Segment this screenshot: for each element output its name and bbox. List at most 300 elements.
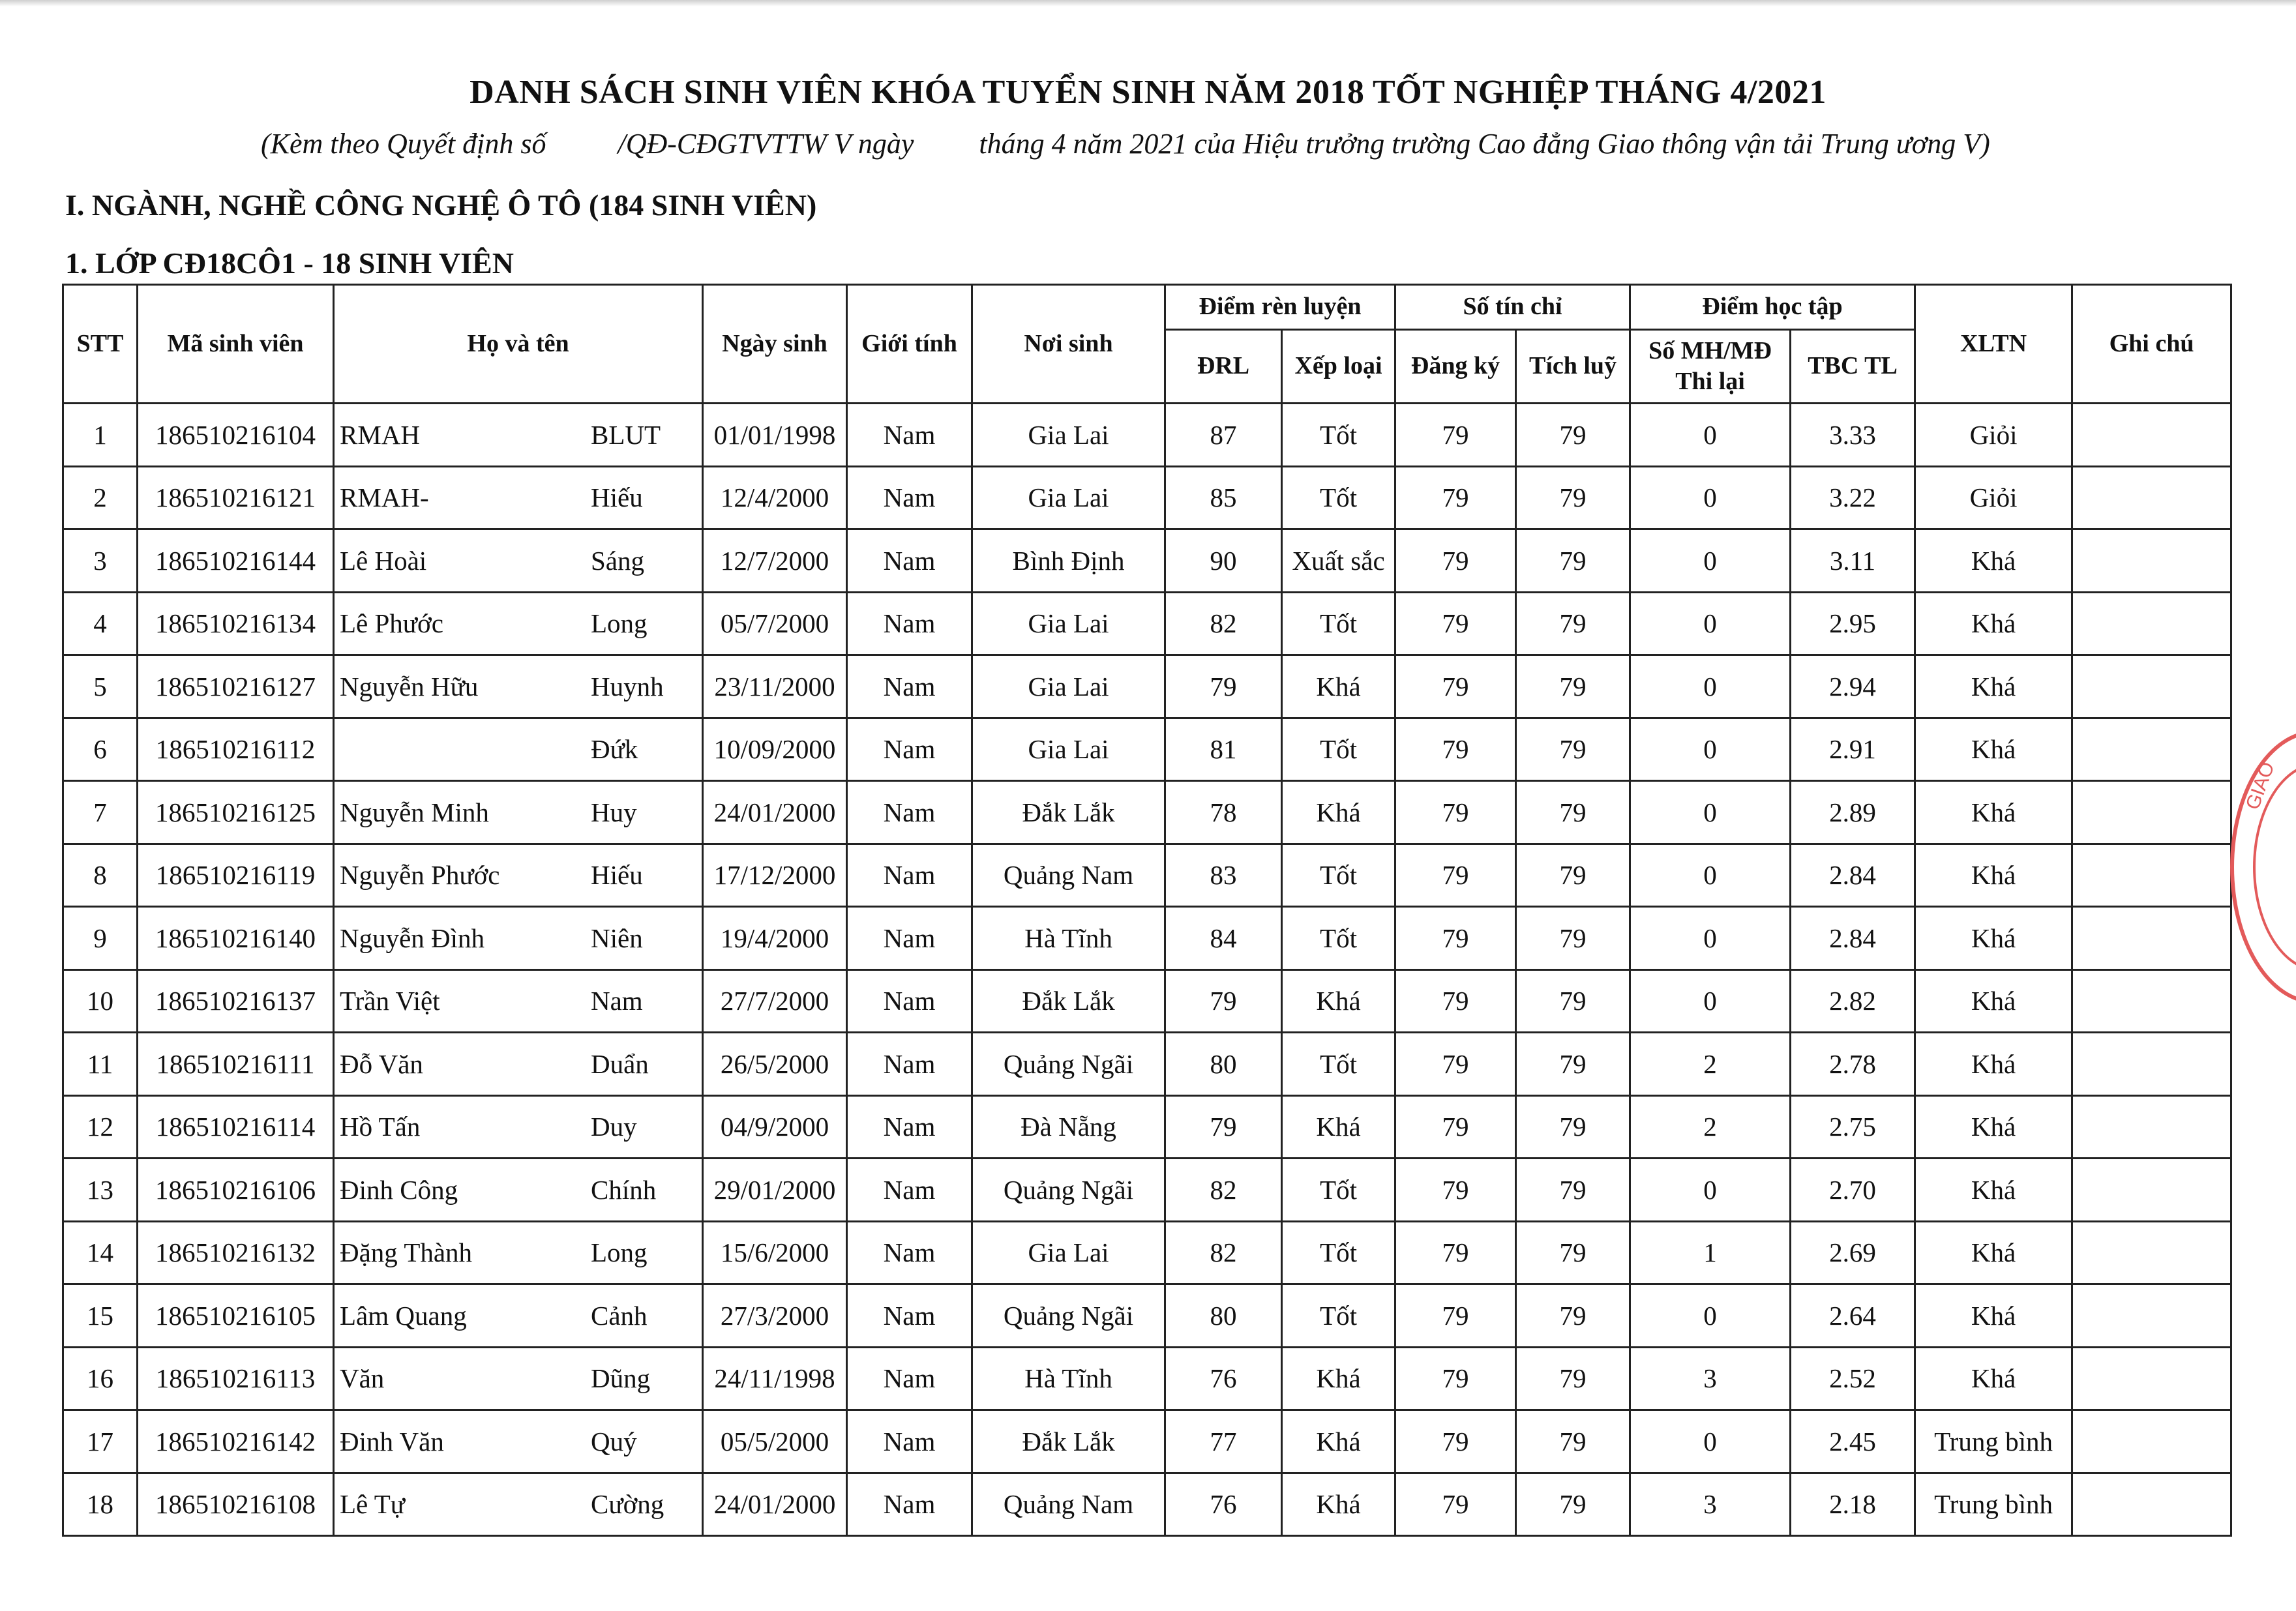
cell-grad-rank: Khá [1915, 1347, 2072, 1410]
cell-student-id: 186510216144 [138, 529, 334, 593]
cell-full-name [334, 907, 703, 970]
cell-gpa: 2.89 [1791, 781, 1915, 844]
cell-dob: 26/5/2000 [703, 1033, 847, 1096]
last-middle-name: RMAH- [340, 482, 429, 513]
cell-conduct-rank: Tốt [1282, 844, 1395, 907]
cell-full-name [334, 781, 703, 844]
cell-accumulated: 79 [1516, 1410, 1630, 1473]
table-row [63, 404, 2231, 467]
cell-gender: Nam [847, 781, 972, 844]
cell-grad-rank: Khá [1915, 529, 2072, 593]
cell-stt: 15 [63, 1284, 138, 1348]
table-row [63, 1221, 2231, 1284]
cell-birthplace: Gia Lai [972, 655, 1165, 718]
cell-registered: 79 [1395, 1095, 1516, 1159]
cell-birthplace: Đà Nẵng [972, 1095, 1165, 1159]
cell-accumulated: 79 [1516, 1033, 1630, 1096]
cell-gpa: 2.84 [1791, 844, 1915, 907]
table-row [63, 529, 2231, 593]
cell-gpa: 2.64 [1791, 1284, 1915, 1348]
cell-gpa: 2.45 [1791, 1410, 1915, 1473]
cell-dob: 15/6/2000 [703, 1221, 847, 1284]
cell-dob: 04/9/2000 [703, 1095, 847, 1159]
cell-registered: 79 [1395, 844, 1516, 907]
table-row [63, 969, 2231, 1033]
cell-retake: 0 [1630, 466, 1791, 529]
cell-gender: Nam [847, 844, 972, 907]
cell-retake: 0 [1630, 718, 1791, 781]
cell-conduct-rank: Khá [1282, 1410, 1395, 1473]
given-name: Hiếu [591, 860, 643, 891]
subtitle-part-2: /QĐ-CĐGTVTTW V ngày [618, 128, 914, 160]
given-name: Sáng [591, 545, 644, 576]
cell-birthplace: Gia Lai [972, 718, 1165, 781]
cell-accumulated: 79 [1516, 781, 1630, 844]
cell-gender: Nam [847, 969, 972, 1033]
cell-full-name [334, 844, 703, 907]
cell-registered: 79 [1395, 907, 1516, 970]
cell-gender: Nam [847, 907, 972, 970]
last-middle-name: Đặng Thành [340, 1237, 473, 1268]
cell-stt: 10 [63, 969, 138, 1033]
cell-grad-rank: Khá [1915, 781, 2072, 844]
cell-drl: 85 [1165, 466, 1282, 529]
header-grades-group: Điểm học tập [1630, 285, 1915, 330]
cell-grad-rank: Trung bình [1915, 1473, 2072, 1536]
given-name: Huy [591, 797, 637, 827]
cell-dob: 19/4/2000 [703, 907, 847, 970]
cell-gpa: 3.22 [1791, 466, 1915, 529]
given-name: Cường [591, 1489, 664, 1520]
cell-notes [2072, 1284, 2231, 1348]
cell-dob: 05/5/2000 [703, 1410, 847, 1473]
cell-gpa: 2.75 [1791, 1095, 1915, 1159]
cell-grad-rank: Giỏi [1915, 404, 2072, 467]
cell-student-id: 186510216119 [138, 844, 334, 907]
cell-conduct-rank: Tốt [1282, 1159, 1395, 1222]
cell-retake: 0 [1630, 969, 1791, 1033]
cell-grad-rank: Khá [1915, 969, 2072, 1033]
cell-drl: 78 [1165, 781, 1282, 844]
cell-stt: 17 [63, 1410, 138, 1473]
last-middle-name: Lâm Quang [340, 1300, 467, 1331]
header-full-name: Họ và tên [334, 285, 703, 404]
cell-notes [2072, 404, 2231, 467]
cell-accumulated: 79 [1516, 907, 1630, 970]
cell-registered: 79 [1395, 655, 1516, 718]
cell-birthplace: Gia Lai [972, 404, 1165, 467]
cell-accumulated: 79 [1516, 655, 1630, 718]
cell-retake: 0 [1630, 592, 1791, 655]
cell-full-name [334, 718, 703, 781]
cell-retake: 0 [1630, 844, 1791, 907]
cell-notes [2072, 1221, 2231, 1284]
cell-dob: 12/7/2000 [703, 529, 847, 593]
last-middle-name: Lê Hoài [340, 545, 427, 576]
cell-registered: 79 [1395, 1221, 1516, 1284]
cell-student-id: 186510216113 [138, 1347, 334, 1410]
last-middle-name: Đinh Công [340, 1174, 458, 1205]
header-grad-rank: XLTN [1915, 285, 2072, 404]
cell-registered: 79 [1395, 1347, 1516, 1410]
header-conduct-group: Điểm rèn luyện [1165, 285, 1395, 330]
class-heading: 1. LỚP CĐ18CÔ1 - 18 SINH VIÊN [65, 246, 514, 280]
header-retake: Số MH/MĐ Thi lại [1630, 330, 1791, 404]
cell-student-id: 186510216104 [138, 404, 334, 467]
cell-accumulated: 79 [1516, 404, 1630, 467]
cell-notes [2072, 907, 2231, 970]
header-stt: STT [63, 285, 138, 404]
cell-conduct-rank: Khá [1282, 1473, 1395, 1536]
header-gpa: TBC TL [1791, 330, 1915, 404]
cell-gpa: 2.52 [1791, 1347, 1915, 1410]
cell-birthplace: Đắk Lắk [972, 1410, 1165, 1473]
cell-gpa: 2.94 [1791, 655, 1915, 718]
cell-dob: 17/12/2000 [703, 844, 847, 907]
cell-dob: 01/01/1998 [703, 404, 847, 467]
table-row [63, 592, 2231, 655]
cell-dob: 27/3/2000 [703, 1284, 847, 1348]
cell-full-name [334, 655, 703, 718]
cell-student-id: 186510216140 [138, 907, 334, 970]
cell-birthplace: Quảng Ngãi [972, 1159, 1165, 1222]
cell-full-name [334, 1410, 703, 1473]
given-name: Hiếu [591, 482, 643, 513]
cell-retake: 3 [1630, 1347, 1791, 1410]
cell-conduct-rank: Khá [1282, 1347, 1395, 1410]
section-heading: I. NGÀNH, NGHỀ CÔNG NGHỆ Ô TÔ (184 SINH VIÊN) [65, 188, 817, 222]
cell-retake: 0 [1630, 1410, 1791, 1473]
cell-stt: 1 [63, 404, 138, 467]
last-middle-name: Đỗ Văn [340, 1048, 423, 1079]
cell-conduct-rank: Tốt [1282, 718, 1395, 781]
cell-gender: Nam [847, 1347, 972, 1410]
cell-full-name [334, 529, 703, 593]
cell-drl: 82 [1165, 1221, 1282, 1284]
last-middle-name: RMAH [340, 419, 421, 450]
cell-conduct-rank: Khá [1282, 781, 1395, 844]
cell-notes [2072, 1033, 2231, 1096]
cell-student-id: 186510216114 [138, 1095, 334, 1159]
cell-registered: 79 [1395, 1033, 1516, 1096]
given-name: Duẩn [591, 1048, 649, 1079]
cell-retake: 0 [1630, 1159, 1791, 1222]
cell-stt: 16 [63, 1347, 138, 1410]
cell-gpa: 2.78 [1791, 1033, 1915, 1096]
cell-conduct-rank: Tốt [1282, 1221, 1395, 1284]
cell-retake: 2 [1630, 1033, 1791, 1096]
cell-gender: Nam [847, 718, 972, 781]
document-subtitle [261, 127, 2087, 160]
last-middle-name: Hồ Tấn [340, 1112, 421, 1142]
table-row [63, 1410, 2231, 1473]
table-row [63, 1347, 2231, 1410]
header-notes: Ghi chú [2072, 285, 2231, 404]
cell-grad-rank: Khá [1915, 1033, 2072, 1096]
cell-grad-rank: Khá [1915, 655, 2072, 718]
cell-stt: 14 [63, 1221, 138, 1284]
cell-gpa: 2.18 [1791, 1473, 1915, 1536]
cell-student-id: 186510216142 [138, 1410, 334, 1473]
cell-full-name [334, 1284, 703, 1348]
cell-drl: 79 [1165, 655, 1282, 718]
document-title: DANH SÁCH SINH VIÊN KHÓA TUYỂN SINH NĂM 2018 TỐT NGHIỆP THÁNG 4/2021 [470, 74, 1826, 111]
last-middle-name: Văn [340, 1363, 385, 1394]
cell-drl: 82 [1165, 592, 1282, 655]
cell-notes [2072, 1410, 2231, 1473]
cell-accumulated: 79 [1516, 1284, 1630, 1348]
seal-text: GIAO [2242, 759, 2279, 813]
cell-gender: Nam [847, 1221, 972, 1284]
cell-gender: Nam [847, 1095, 972, 1159]
cell-registered: 79 [1395, 592, 1516, 655]
cell-student-id: 186510216125 [138, 781, 334, 844]
cell-drl: 84 [1165, 907, 1282, 970]
cell-accumulated: 79 [1516, 1473, 1630, 1536]
cell-registered: 79 [1395, 404, 1516, 467]
cell-gpa: 2.82 [1791, 969, 1915, 1033]
cell-conduct-rank: Tốt [1282, 404, 1395, 467]
table-row [63, 1033, 2231, 1096]
header-credits-group: Số tín chỉ [1395, 285, 1630, 330]
header-conduct-rank: Xếp loại [1282, 330, 1395, 404]
cell-stt: 11 [63, 1033, 138, 1096]
cell-grad-rank: Trung bình [1915, 1410, 2072, 1473]
header-birthplace: Nơi sinh [972, 285, 1165, 404]
cell-birthplace: Gia Lai [972, 1221, 1165, 1284]
cell-gpa: 2.95 [1791, 592, 1915, 655]
header-student-id: Mã sinh viên [138, 285, 334, 404]
cell-notes [2072, 969, 2231, 1033]
cell-notes [2072, 592, 2231, 655]
cell-dob: 24/01/2000 [703, 781, 847, 844]
subtitle-part-1: (Kèm theo Quyết định số [261, 128, 546, 160]
cell-full-name [334, 1473, 703, 1536]
cell-registered: 79 [1395, 529, 1516, 593]
last-middle-name: Lê Tự [340, 1489, 406, 1520]
given-name: Niên [591, 923, 643, 953]
last-middle-name: Đinh Văn [340, 1426, 444, 1456]
last-middle-name: Lê Phước [340, 608, 443, 639]
cell-stt: 3 [63, 529, 138, 593]
cell-retake: 0 [1630, 529, 1791, 593]
last-middle-name: Trần Việt [340, 986, 440, 1016]
cell-registered: 79 [1395, 1284, 1516, 1348]
cell-drl: 80 [1165, 1033, 1282, 1096]
cell-grad-rank: Khá [1915, 907, 2072, 970]
cell-stt: 12 [63, 1095, 138, 1159]
given-name: BLUT [591, 419, 661, 450]
cell-full-name [334, 1221, 703, 1284]
cell-notes [2072, 466, 2231, 529]
cell-conduct-rank: Tốt [1282, 466, 1395, 529]
table-row [63, 1095, 2231, 1159]
cell-drl: 76 [1165, 1473, 1282, 1536]
cell-stt: 6 [63, 718, 138, 781]
cell-accumulated: 79 [1516, 1221, 1630, 1284]
last-middle-name: Nguyễn Hữu [340, 671, 479, 702]
header-gender: Giới tính [847, 285, 972, 404]
cell-conduct-rank: Khá [1282, 655, 1395, 718]
table-body [63, 404, 2231, 1536]
cell-drl: 76 [1165, 1347, 1282, 1410]
cell-retake: 0 [1630, 1284, 1791, 1348]
cell-student-id: 186510216127 [138, 655, 334, 718]
cell-birthplace: Quảng Ngãi [972, 1033, 1165, 1096]
cell-conduct-rank: Tốt [1282, 592, 1395, 655]
table-row [63, 844, 2231, 907]
given-name: Dũng [591, 1363, 651, 1394]
scan-edge [0, 0, 2296, 7]
cell-registered: 79 [1395, 1473, 1516, 1536]
last-middle-name: Nguyễn Phước [340, 860, 500, 891]
cell-grad-rank: Khá [1915, 718, 2072, 781]
cell-student-id: 186510216105 [138, 1284, 334, 1348]
cell-dob: 23/11/2000 [703, 655, 847, 718]
cell-grad-rank: Khá [1915, 1159, 2072, 1222]
cell-grad-rank: Khá [1915, 592, 2072, 655]
cell-retake: 0 [1630, 404, 1791, 467]
cell-drl: 77 [1165, 1410, 1282, 1473]
cell-notes [2072, 1159, 2231, 1222]
cell-retake: 2 [1630, 1095, 1791, 1159]
cell-stt: 8 [63, 844, 138, 907]
given-name: Duy [591, 1112, 637, 1142]
cell-accumulated: 79 [1516, 1347, 1630, 1410]
last-middle-name: Nguyễn Minh [340, 797, 489, 827]
given-name: Huynh [591, 671, 664, 702]
cell-gender: Nam [847, 1033, 972, 1096]
cell-student-id: 186510216132 [138, 1221, 334, 1284]
cell-stt: 5 [63, 655, 138, 718]
cell-drl: 90 [1165, 529, 1282, 593]
cell-registered: 79 [1395, 969, 1516, 1033]
cell-gender: Nam [847, 592, 972, 655]
table-row [63, 781, 2231, 844]
cell-birthplace: Quảng Ngãi [972, 1284, 1165, 1348]
cell-dob: 24/01/2000 [703, 1473, 847, 1536]
cell-grad-rank: Khá [1915, 1221, 2072, 1284]
header-accumulated: Tích luỹ [1516, 330, 1630, 404]
subtitle-part-3: tháng 4 năm 2021 của Hiệu trưởng trường Cao đẳng Giao thông vận tải Trung ương V) [979, 128, 1990, 160]
table-row [63, 1473, 2231, 1536]
cell-birthplace: Đắk Lắk [972, 781, 1165, 844]
cell-grad-rank: Khá [1915, 844, 2072, 907]
cell-gender: Nam [847, 404, 972, 467]
cell-stt: 4 [63, 592, 138, 655]
given-name: Long [591, 1237, 648, 1268]
cell-accumulated: 79 [1516, 466, 1630, 529]
cell-gender: Nam [847, 1159, 972, 1222]
cell-gender: Nam [847, 529, 972, 593]
cell-gpa: 3.11 [1791, 529, 1915, 593]
cell-drl: 83 [1165, 844, 1282, 907]
cell-notes [2072, 529, 2231, 593]
cell-notes [2072, 655, 2231, 718]
cell-stt: 9 [63, 907, 138, 970]
cell-gpa: 2.84 [1791, 907, 1915, 970]
cell-accumulated: 79 [1516, 529, 1630, 593]
cell-conduct-rank: Tốt [1282, 907, 1395, 970]
cell-student-id: 186510216137 [138, 969, 334, 1033]
cell-registered: 79 [1395, 781, 1516, 844]
cell-stt: 18 [63, 1473, 138, 1536]
cell-dob: 27/7/2000 [703, 969, 847, 1033]
cell-stt: 2 [63, 466, 138, 529]
cell-student-id: 186510216112 [138, 718, 334, 781]
cell-grad-rank: Giỏi [1915, 466, 2072, 529]
cell-notes [2072, 781, 2231, 844]
cell-dob: 05/7/2000 [703, 592, 847, 655]
cell-gender: Nam [847, 655, 972, 718]
cell-full-name [334, 466, 703, 529]
cell-dob: 10/09/2000 [703, 718, 847, 781]
cell-gender: Nam [847, 1284, 972, 1348]
cell-full-name [334, 404, 703, 467]
cell-accumulated: 79 [1516, 969, 1630, 1033]
cell-drl: 81 [1165, 718, 1282, 781]
cell-stt: 13 [63, 1159, 138, 1222]
cell-full-name [334, 1095, 703, 1159]
last-middle-name [335, 733, 591, 765]
table-row [63, 1159, 2231, 1222]
cell-birthplace: Gia Lai [972, 592, 1165, 655]
given-name: Cảnh [591, 1300, 648, 1331]
cell-drl: 87 [1165, 404, 1282, 467]
given-name: Long [591, 608, 648, 639]
given-name: Đứk [591, 734, 638, 765]
cell-conduct-rank: Tốt [1282, 1033, 1395, 1096]
table-row [63, 466, 2231, 529]
cell-gender: Nam [847, 1473, 972, 1536]
cell-conduct-rank: Khá [1282, 969, 1395, 1033]
cell-drl: 79 [1165, 969, 1282, 1033]
header-dob: Ngày sinh [703, 285, 847, 404]
cell-birthplace: Quảng Nam [972, 1473, 1165, 1536]
given-name: Quý [591, 1426, 637, 1456]
table-row [63, 655, 2231, 718]
cell-registered: 79 [1395, 718, 1516, 781]
cell-grad-rank: Khá [1915, 1284, 2072, 1348]
cell-notes [2072, 1473, 2231, 1536]
cell-birthplace: Hà Tĩnh [972, 907, 1165, 970]
cell-full-name [334, 1159, 703, 1222]
cell-registered: 79 [1395, 1159, 1516, 1222]
cell-dob: 29/01/2000 [703, 1159, 847, 1222]
cell-notes [2072, 1095, 2231, 1159]
cell-gender: Nam [847, 1410, 972, 1473]
header-registered: Đăng ký [1395, 330, 1516, 404]
cell-gpa: 2.69 [1791, 1221, 1915, 1284]
cell-full-name [334, 1347, 703, 1410]
cell-conduct-rank: Xuất sắc [1282, 529, 1395, 593]
cell-student-id: 186510216121 [138, 466, 334, 529]
cell-birthplace: Đắk Lắk [972, 969, 1165, 1033]
cell-accumulated: 79 [1516, 592, 1630, 655]
cell-drl: 80 [1165, 1284, 1282, 1348]
cell-gpa: 3.33 [1791, 404, 1915, 467]
cell-gender: Nam [847, 466, 972, 529]
given-name: Nam [591, 986, 643, 1016]
cell-registered: 79 [1395, 466, 1516, 529]
cell-birthplace: Gia Lai [972, 466, 1165, 529]
cell-student-id: 186510216108 [138, 1473, 334, 1536]
header-drl: ĐRL [1165, 330, 1282, 404]
cell-retake: 0 [1630, 655, 1791, 718]
cell-stt: 7 [63, 781, 138, 844]
cell-drl: 79 [1165, 1095, 1282, 1159]
cell-retake: 0 [1630, 907, 1791, 970]
